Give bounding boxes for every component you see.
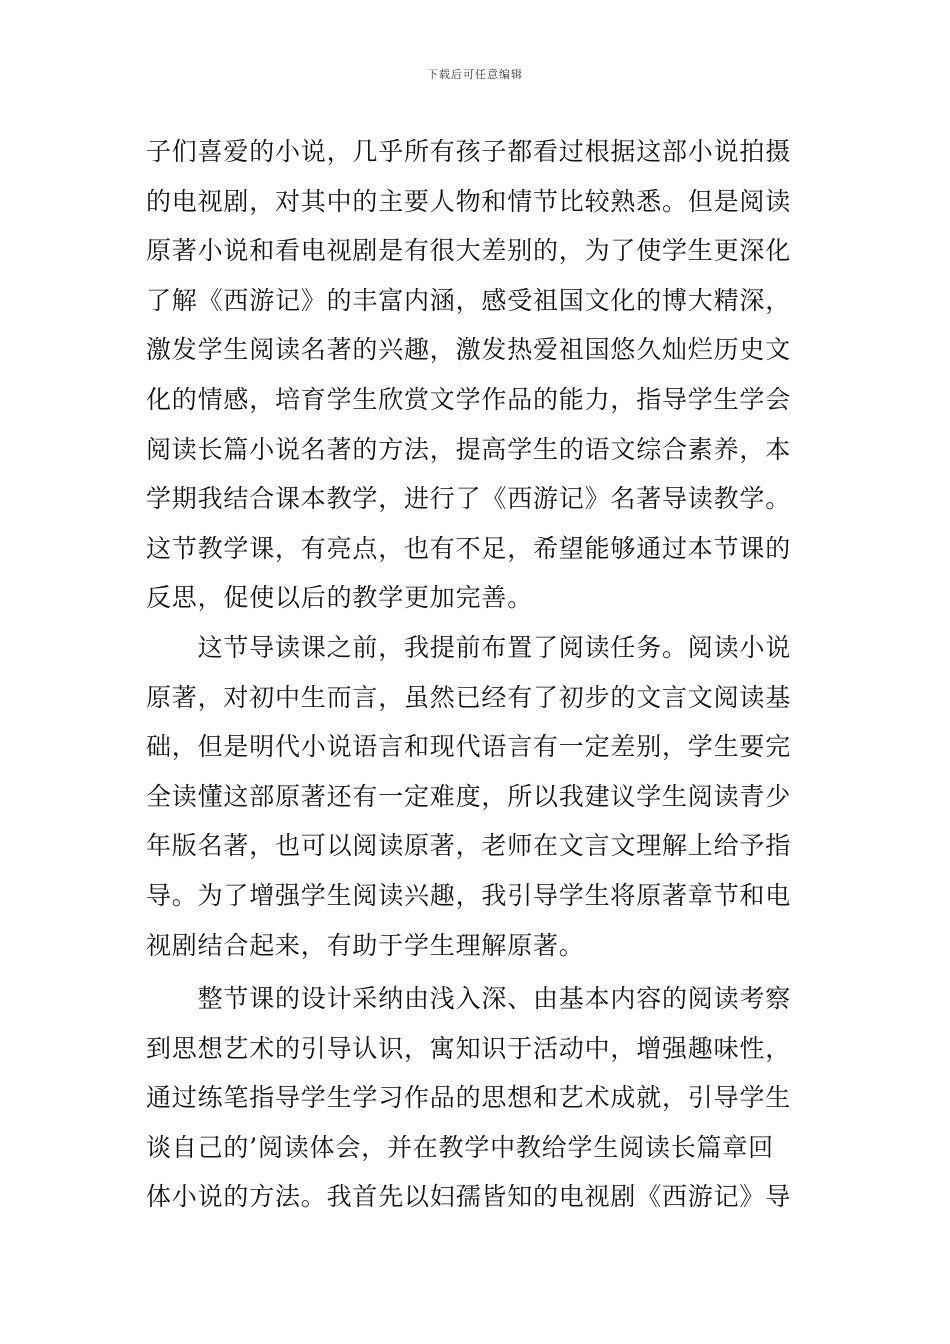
text-line: 年版名著，也可以阅读原著，老师在文言文理解上给予指 (146, 831, 792, 861)
text-line: 础，但是明代小说语言和现代语言有一定差别，学生要完 (146, 732, 792, 762)
text-line: 全读懂这部原著还有一定难度，所以我建议学生阅读青少 (146, 781, 792, 811)
text-line: 这节教学课，有亮点，也有不足，希望能够通过本节课的 (146, 533, 792, 563)
document-body (146, 127, 806, 1222)
text-line: 学期我结合课本教学，进行了《西游记》名著导读教学。 (146, 484, 792, 514)
text-line: 原著，对初中生而言，虽然已经有了初步的文言文阅读基 (146, 682, 792, 712)
text-line: 这节导读课之前，我提前布置了阅读任务。阅读小说 (146, 632, 792, 662)
text-line: 化的情感，培育学生欣赏文学作品的能力，指导学生学会 (146, 384, 792, 414)
text-line: 体小说的方法。我首先以妇孺皆知的电视剧《西游记》导 (146, 1182, 792, 1212)
text-line: 激发学生阅读名著的兴趣，激发热爱祖国悠久灿烂历史文 (146, 335, 792, 365)
text-line: 导。为了增强学生阅读兴趣，我引导学生将原著章节和电 (146, 880, 792, 910)
paragraph-3 (146, 974, 806, 1222)
text-line: 谈自己的’阅读体会，并在教学中教给学生阅读长篇章回 (146, 1132, 774, 1162)
text-line: 了解《西游记》的丰富内涵，感受祖国文化的博大精深， (146, 285, 792, 315)
text-line: 的电视剧，对其中的主要人物和情节比较熟悉。但是阅读 (146, 186, 792, 216)
text-line: 阅读长篇小说名著的方法，提高学生的语文综合素养，本 (146, 434, 792, 464)
text-line: 子们喜爱的小说，几乎所有孩子都看过根据这部小说拍摄 (146, 137, 792, 166)
text-line: 到思想艺术的引导认识，寓知识于活动中，增强趣味性， (146, 1033, 792, 1063)
text-line: 整节课的设计采纳由浅入深、由基本内容的阅读考察 (146, 984, 792, 1014)
text-line: 通过练笔指导学生学习作品的思想和艺术成就，引导学生 (146, 1083, 792, 1113)
paragraph-1 (146, 127, 806, 623)
text-line: 视剧结合起来，有助于学生理解原著。 (146, 930, 585, 960)
paragraph-2 (146, 623, 806, 970)
text-line: 原著小说和看电视剧是有很大差别的，为了使学生更深化 (146, 236, 792, 266)
text-line: 反思，促使以后的教学更加完善。 (146, 583, 534, 613)
page-header: 下载后可任意编辑 (427, 68, 523, 81)
